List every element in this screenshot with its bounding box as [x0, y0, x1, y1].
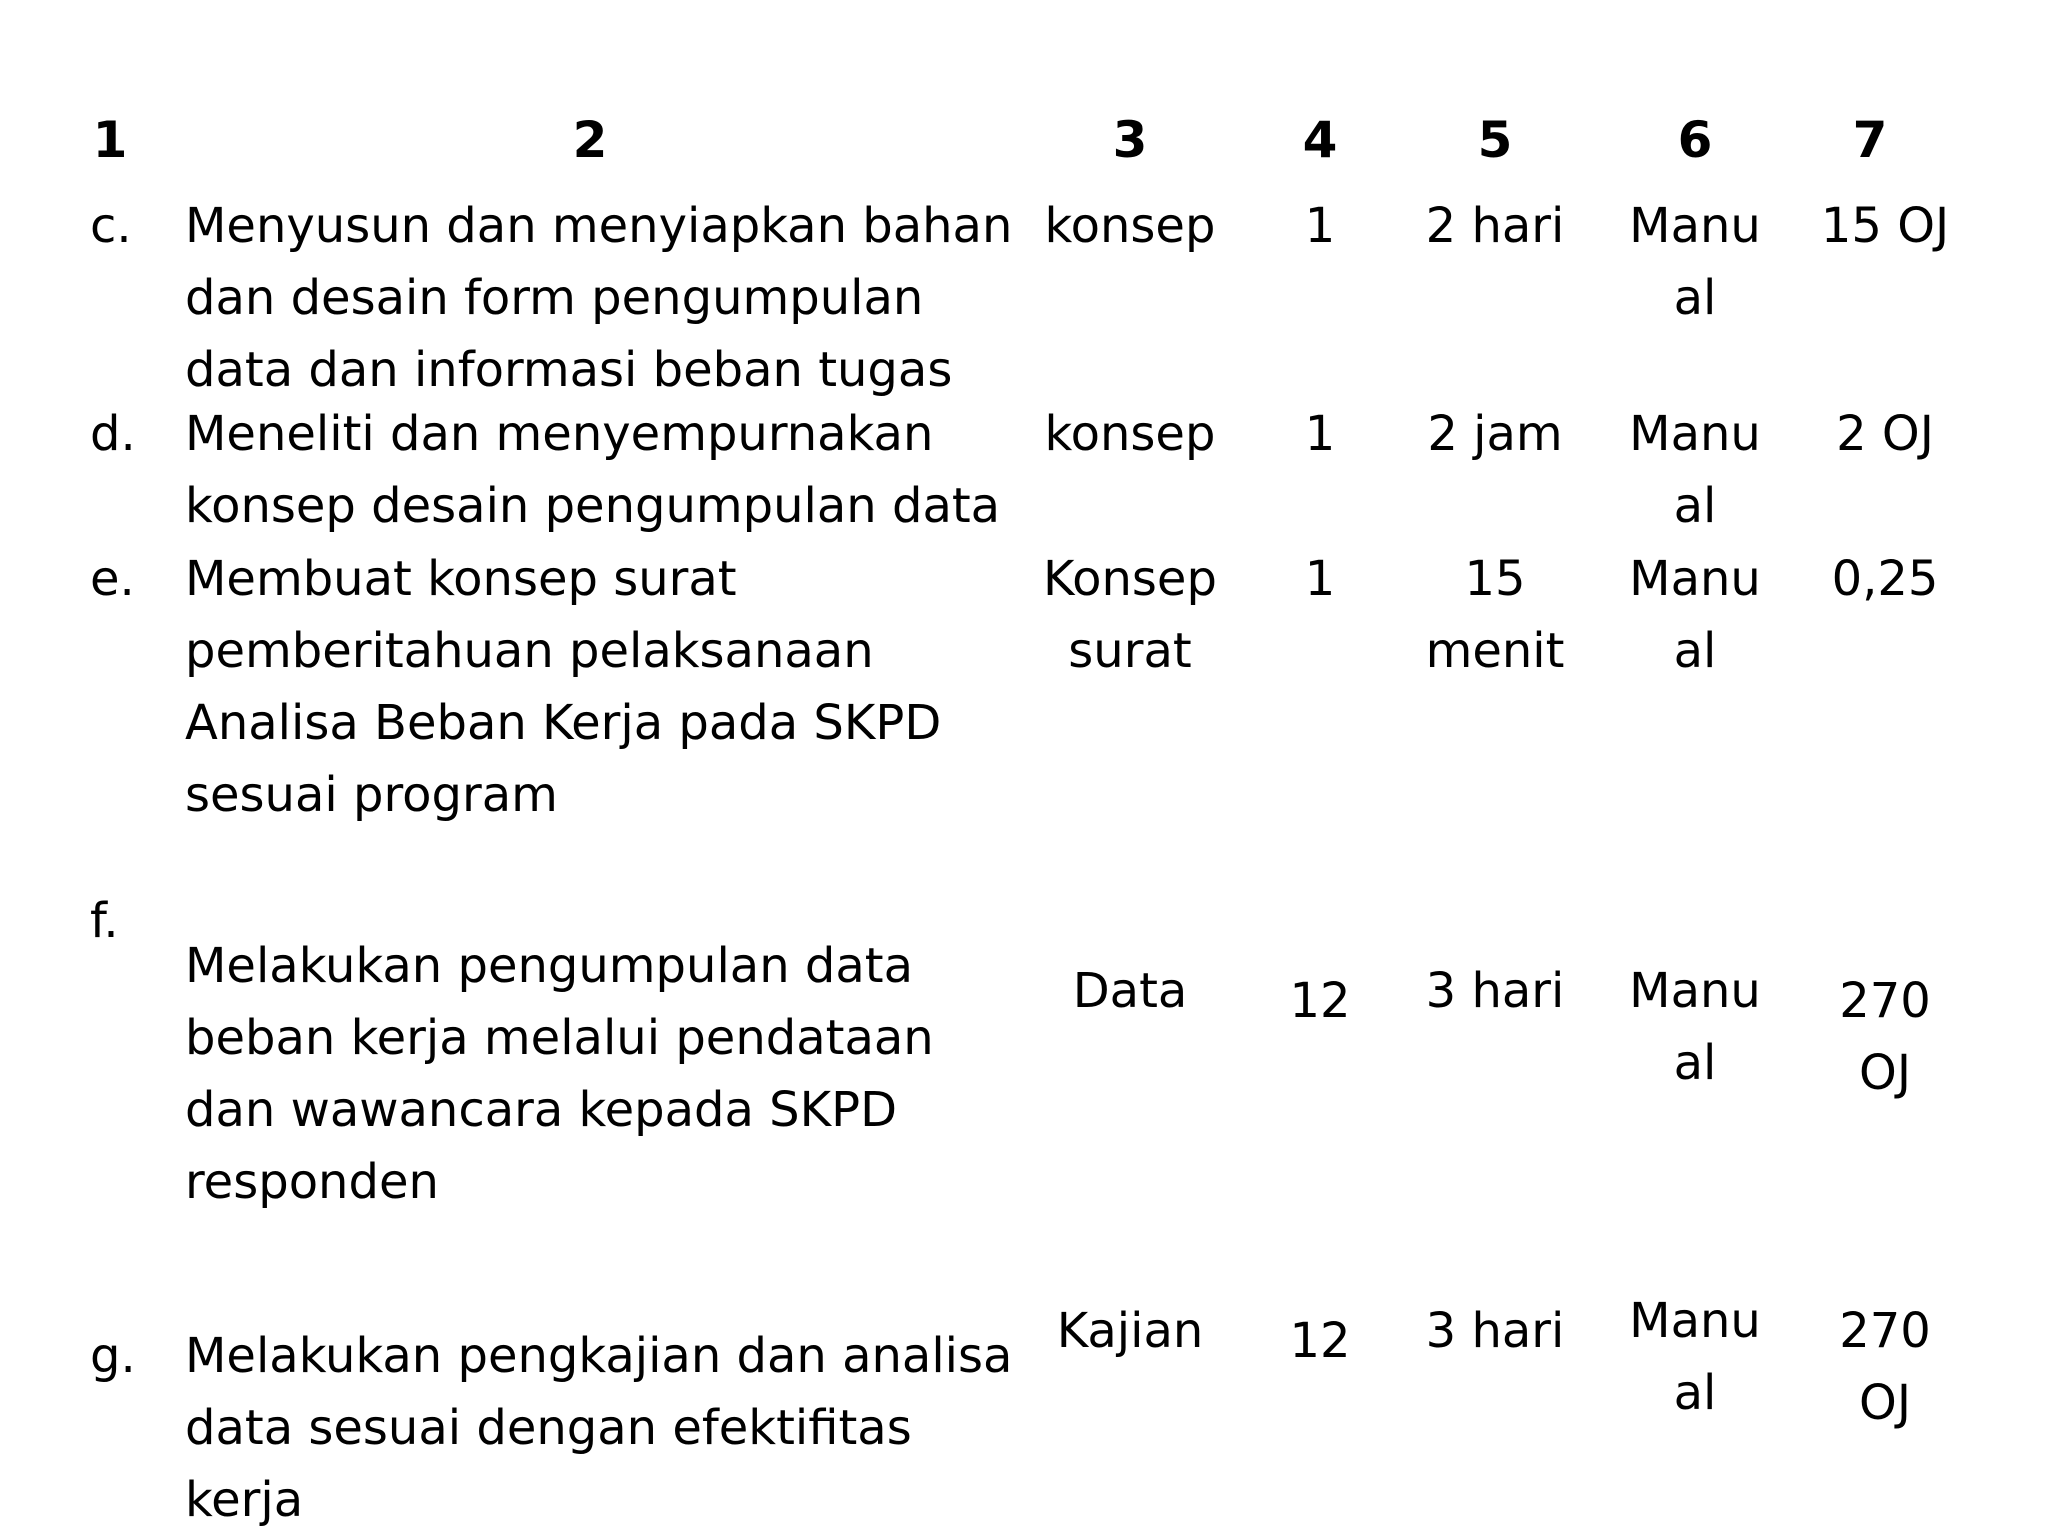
- row-f-time: 3 hari: [1425, 963, 1565, 1019]
- row-f-activity: Melakukan pengumpulan data beban kerja melalui pendataan dan wawancara kepada SKPD responden: [185, 938, 934, 1210]
- row-e-number: e.: [90, 551, 135, 607]
- row-d-total: 2 OJ: [1836, 406, 1934, 462]
- row-d-output: konsep: [1044, 406, 1216, 462]
- row-d-activity: Meneliti dan menyempurnakan konsep desain pengumpulan data: [185, 406, 1001, 534]
- row-f-output: Data: [1072, 963, 1188, 1019]
- header-col-6: 6: [1677, 111, 1713, 169]
- row-c-volume: 1: [1304, 198, 1336, 254]
- row-g-method: Manu al: [1629, 1293, 1761, 1421]
- row-g-time: 3 hari: [1425, 1303, 1565, 1359]
- row-g-number: g.: [90, 1328, 136, 1384]
- row-c-total: 15 OJ: [1820, 198, 1950, 254]
- row-f-total: 270 OJ: [1839, 973, 1931, 1101]
- row-d-method: Manu al: [1629, 406, 1761, 534]
- row-e-output: Konsep surat: [1043, 551, 1217, 679]
- row-e-activity: Membuat konsep surat pemberitahuan pelaksanaan Analisa Beban Kerja pada SKPD sesuai program: [185, 551, 942, 823]
- row-e-total: 0,25: [1831, 551, 1939, 607]
- row-e-time: 15 menit: [1425, 551, 1565, 679]
- row-c-activity: Menyusun dan menyiapkan bahan dan desain form pengumpulan data dan informasi beban tugas: [185, 198, 1013, 398]
- row-d-volume: 1: [1304, 406, 1336, 462]
- row-f-method: Manu al: [1629, 963, 1761, 1091]
- header-col-1: 1: [92, 111, 128, 169]
- row-d-time: 2 jam: [1427, 406, 1563, 462]
- row-g-output: Kajian: [1056, 1303, 1204, 1359]
- row-f-volume: 12: [1289, 973, 1351, 1029]
- row-e-method: Manu al: [1629, 551, 1761, 679]
- header-col-4: 4: [1302, 111, 1338, 169]
- row-c-time: 2 hari: [1425, 198, 1565, 254]
- row-g-total: 270 OJ: [1839, 1303, 1931, 1431]
- header-col-5: 5: [1477, 111, 1513, 169]
- row-e-volume: 1: [1304, 551, 1336, 607]
- row-c-output: konsep: [1044, 198, 1216, 254]
- row-f-number: f.: [90, 893, 119, 949]
- row-g-volume: 12: [1289, 1313, 1351, 1369]
- row-c-method: Manu al: [1629, 198, 1761, 326]
- row-c-number: c.: [90, 198, 132, 254]
- header-col-3: 3: [1112, 111, 1148, 169]
- row-d-number: d.: [90, 406, 136, 462]
- row-g-activity: Melakukan pengkajian dan analisa data sesuai dengan efektifitas kerja: [185, 1328, 1013, 1528]
- header-col-7: 7: [1852, 111, 1888, 169]
- header-col-2: 2: [572, 111, 608, 169]
